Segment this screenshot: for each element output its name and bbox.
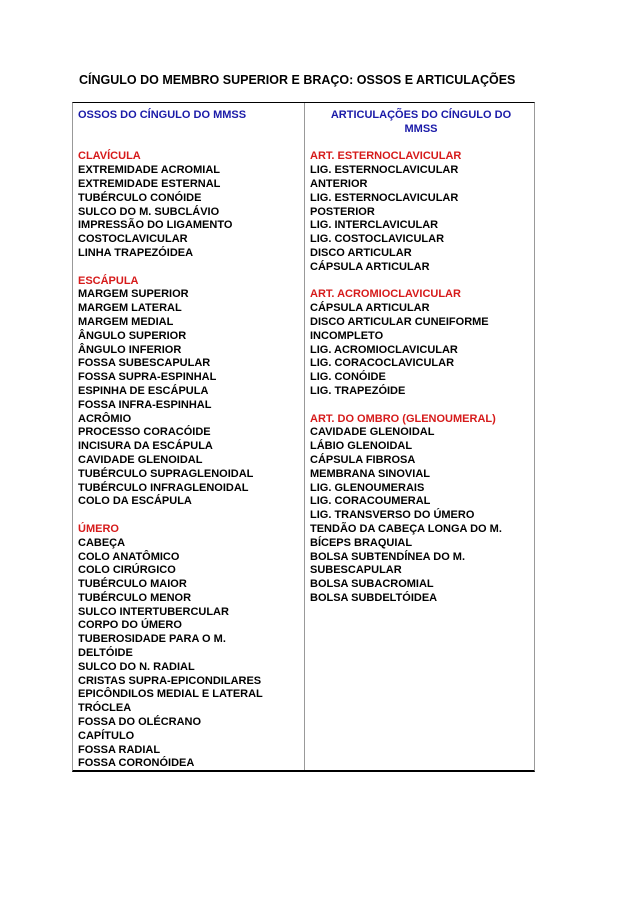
joints-header-line2: MMSS [404, 122, 438, 135]
list-item: BOLSA SUBACROMIAL [310, 578, 434, 591]
section-title-glenohumeral: ART. DO OMBRO (GLENOUMERAL) [310, 412, 496, 425]
list-item: COSTOCLAVICULAR [78, 233, 188, 246]
list-item: CAVIDADE GLENOIDAL [310, 426, 435, 439]
section-title-scapula: ESCÁPULA [78, 274, 139, 287]
list-item: EXTREMIDADE ESTERNAL [78, 177, 221, 190]
list-item: TUBÉRCULO MENOR [78, 591, 192, 604]
list-item: EXTREMIDADE ACROMIAL [78, 164, 220, 177]
list-item: CAPÍTULO [78, 729, 135, 742]
list-item: LIG. CORACOUMERAL [310, 495, 431, 508]
list-item: LIG. TRAPEZÓIDE [310, 384, 406, 397]
list-item: CAVIDADE GLENOIDAL [78, 453, 203, 466]
list-item: LINHA TRAPEZÓIDEA [78, 246, 194, 259]
list-item: CÁPSULA ARTICULAR [310, 260, 430, 273]
humerus-list [78, 537, 300, 772]
list-item: FOSSA RADIAL [78, 743, 161, 756]
list-item: LIG. CORACOCLAVICULAR [310, 357, 455, 370]
list-item: MARGEM LATERAL [78, 302, 182, 315]
clavicle-list [78, 164, 300, 261]
list-item: TUBÉRCULO MAIOR [78, 578, 187, 591]
list-item: ACRÔMIO [78, 412, 132, 425]
list-item: FOSSA INFRA-ESPINHAL [78, 398, 212, 411]
list-item: MARGEM SUPERIOR [78, 288, 189, 301]
list-item: TENDÃO DA CABEÇA LONGA DO M. [310, 522, 502, 535]
list-item: BÍCEPS BRAQUIAL [310, 536, 413, 549]
sternoclavicular-list [310, 164, 532, 274]
scapula-list [78, 288, 300, 509]
list-item: SUBESCAPULAR [310, 564, 402, 577]
section-title-humerus: ÚMERO [78, 522, 119, 535]
list-item: BOLSA SUBTENDÍNEA DO M. [310, 550, 466, 563]
list-item: FOSSA SUBESCAPULAR [78, 357, 211, 370]
list-item: LIG. INTERCLAVICULAR [310, 219, 439, 232]
list-item: SULCO DO N. RADIAL [78, 660, 195, 673]
list-item: COLO CIRÚRGICO [78, 564, 176, 577]
list-item: SULCO INTERTUBERCULAR [78, 605, 229, 618]
section-title-acromioclavicular: ART. ACROMIOCLAVICULAR [310, 288, 461, 301]
list-item: LIG. GLENOUMERAIS [310, 481, 425, 494]
glenohumeral-list [310, 426, 532, 605]
list-item: TUBÉRCULO CONÓIDE [78, 191, 202, 204]
list-item: CÁPSULA FIBROSA [310, 453, 416, 466]
list-item: INCISURA DA ESCÁPULA [78, 440, 213, 453]
list-item: MARGEM MEDIAL [78, 315, 174, 328]
list-item: CÁPSULA ARTICULAR [310, 302, 430, 315]
list-item: DELTÓIDE [78, 647, 133, 660]
bones-header: OSSOS DO CÍNGULO DO MMSS [78, 109, 247, 121]
list-item: INCOMPLETO [310, 329, 384, 342]
list-item: LIG. COSTOCLAVICULAR [310, 233, 445, 246]
list-item: DISCO ARTICULAR [310, 246, 412, 259]
list-item: IMPRESSÃO DO LIGAMENTO [78, 219, 233, 232]
list-item: FOSSA SUPRA-ESPINHAL [78, 371, 217, 384]
list-item: LIG. ESTERNOCLAVICULAR [310, 164, 459, 177]
joints-column [310, 109, 532, 606]
list-item: CRISTAS SUPRA-EPICONDILARES [78, 674, 262, 687]
list-item: MEMBRANA SINOVIAL [310, 467, 430, 480]
list-item: COLO DA ESCÁPULA [78, 495, 192, 508]
list-item: ÂNGULO SUPERIOR [78, 329, 187, 342]
document-title: CÍNGULO DO MEMBRO SUPERIOR E BRAÇO: OSSOS E ARTICULAÇÕES [79, 73, 516, 87]
list-item: CABEÇA [78, 536, 126, 549]
list-item: TUBÉRCULO INFRAGLENOIDAL [78, 481, 249, 494]
list-item: FOSSA DO OLÉCRANO [78, 716, 202, 729]
column-divider [304, 103, 305, 770]
list-item: TRÓCLEA [78, 702, 132, 715]
bones-column [78, 109, 300, 771]
list-item: LIG. ACROMIOCLAVICULAR [310, 343, 458, 356]
list-item: ANTERIOR [310, 177, 368, 190]
section-title-sternoclavicular: ART. ESTERNOCLAVICULAR [310, 150, 462, 163]
list-item: POSTERIOR [310, 205, 375, 218]
list-item: EPICÔNDILOS MEDIAL E LATERAL [78, 688, 263, 701]
list-item: CORPO DO ÚMERO [78, 619, 182, 632]
list-item: TUBEROSIDADE PARA O M. [78, 633, 226, 646]
list-item: LIG. ESTERNOCLAVICULAR [310, 191, 459, 204]
list-item: COLO ANATÔMICO [78, 550, 180, 563]
list-item: FOSSA CORONÓIDEA [78, 757, 195, 770]
list-item: TUBÉRCULO SUPRAGLENOIDAL [78, 467, 254, 480]
list-item: DISCO ARTICULAR CUNEIFORME [310, 315, 489, 328]
list-item: LIG. CONÓIDE [310, 371, 386, 384]
acromioclavicular-list [310, 302, 532, 399]
list-item: SULCO DO M. SUBCLÁVIO [78, 205, 220, 218]
list-item: LIG. TRANSVERSO DO ÚMERO [310, 509, 475, 522]
joints-header-line1: ARTICULAÇÕES DO CÍNGULO DO [330, 109, 512, 121]
list-item: LÁBIO GLENOIDAL [310, 440, 413, 453]
list-item: BOLSA SUBDELTÓIDEA [310, 591, 438, 604]
content-table [72, 102, 535, 772]
section-title-clavicle: CLAVÍCULA [78, 150, 141, 163]
list-item: PROCESSO CORACÓIDE [78, 426, 211, 439]
list-item: ESPINHA DE ESCÁPULA [78, 384, 209, 397]
list-item: ÂNGULO INFERIOR [78, 343, 182, 356]
